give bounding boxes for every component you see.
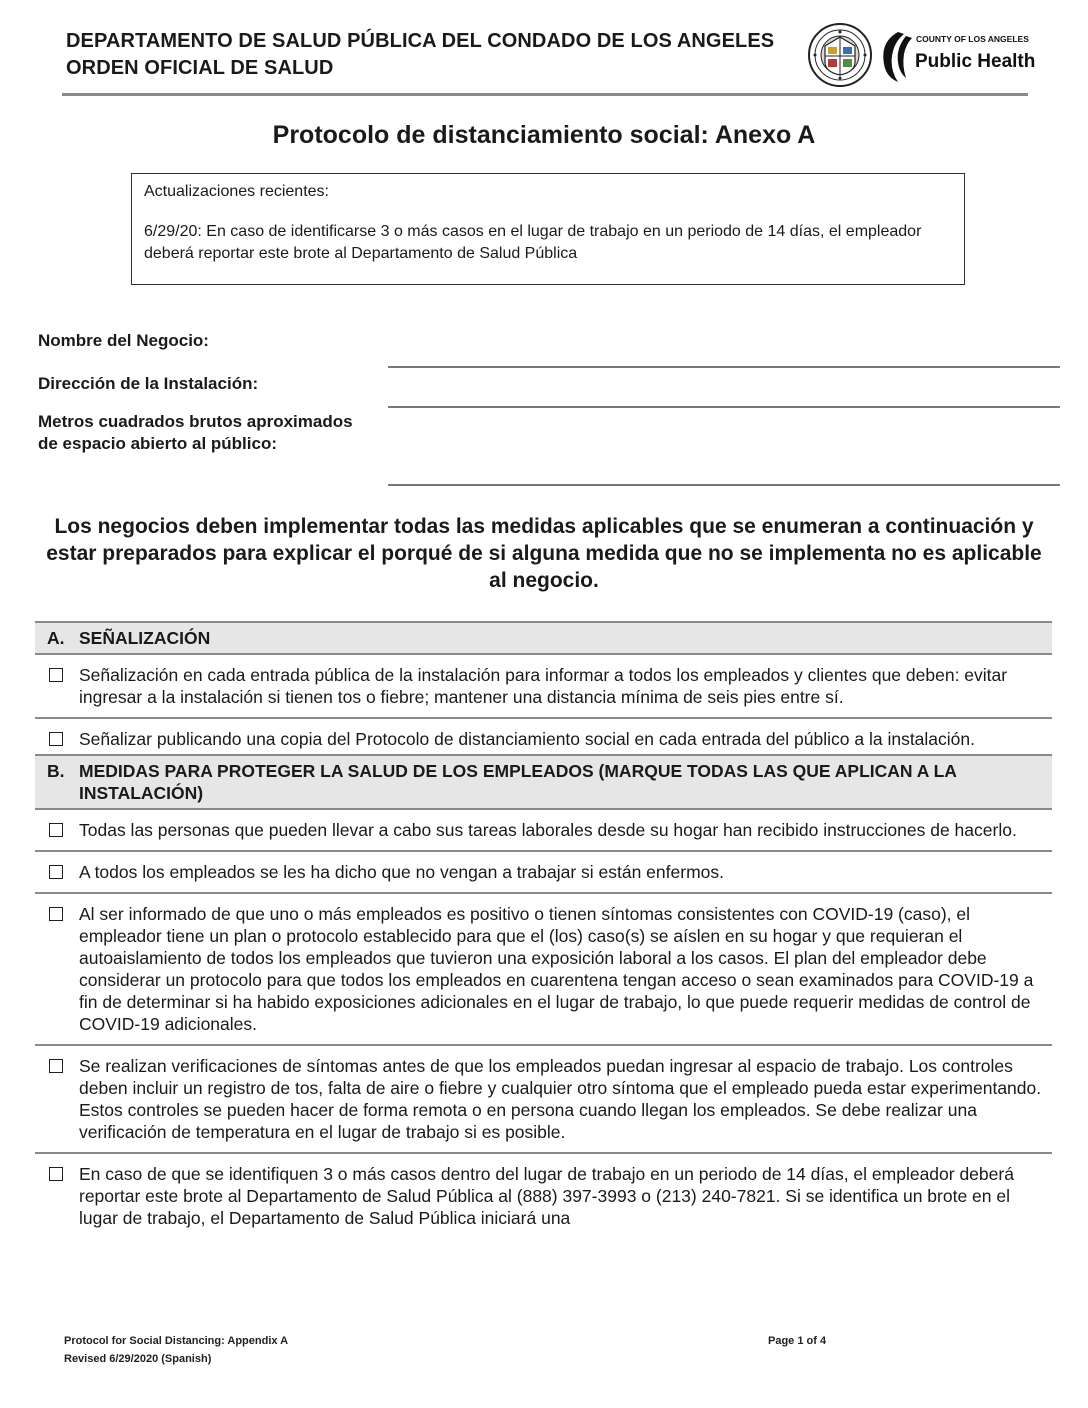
section-title: SEÑALIZACIÓN xyxy=(79,628,211,648)
header-title xyxy=(66,28,774,82)
checkbox[interactable] xyxy=(49,865,63,879)
section-header xyxy=(35,622,1052,654)
square-meters-field[interactable] xyxy=(388,484,1060,486)
checklist-item-text: Se realizan verificaciones de síntomas antes de que los empleados puedan ingresar al espacio de trabajo. Los controles deben incluir un registro de tos, falta de aire o fiebre y cualquier otro síntoma que el empleado pueda estar experimentando. Estos controles se pueden hacer de forma remota o en persona cuando llegan los empleados. Se debe realizar una verificación de temperatura en el lugar de trabajo si es posible. xyxy=(79,1056,1042,1142)
checklist-item xyxy=(35,718,1052,755)
checkbox[interactable] xyxy=(49,907,63,921)
business-name-label: Nombre del Negocio: xyxy=(38,331,209,350)
checklist-item-text: Al ser informado de que uno o más empleados es positivo o tienen síntomas consistentes con COVID-19 (caso), el empleador tiene un plan o protocolo establecido para que el (los) caso(s) se aíslen en su hogar y que requieran el autoaislamiento de todos los empleados que tuvieron una exposición laboral a los casos. El plan del empleador debe considerar un protocolo para que todos los empleados en cuarentena tengan acceso o sean examinados para COVID-19 a fin de determinar si ha habido exposiciones adicionales en el lugar de trabajo, lo que puede requerir medidas de control de COVID-19 adicionales. xyxy=(79,904,1034,1034)
checklist-item-text: Todas las personas que pueden llevar a cabo sus tareas laborales desde su hogar han recibido instrucciones de hacerlo. xyxy=(79,820,1017,840)
page-title: Protocolo de distanciamiento social: Anexo A xyxy=(272,121,816,149)
checklist-item xyxy=(35,893,1052,1045)
checklist-item-text: A todos los empleados se les ha dicho que no vengan a trabajar si están enfermos. xyxy=(79,862,724,882)
protocol-checklist xyxy=(35,621,1052,1238)
header-divider xyxy=(62,93,1028,96)
updates-heading: Actualizaciones recientes: xyxy=(144,183,329,200)
square-meters-label: Metros cuadrados brutos aproximados de espacio abierto al público: xyxy=(38,412,353,453)
checkbox[interactable] xyxy=(49,823,63,837)
intro-statement: Los negocios deben implementar todas las medidas aplicables que se enumeran a continuación y estar preparados para explicar el porqué de si alguna medida que no se implementa no es aplicable al negocio. xyxy=(46,515,1042,592)
footer-revision: Revised 6/29/2020 (Spanish) xyxy=(64,1353,212,1365)
business-name-field[interactable] xyxy=(388,366,1060,368)
checkbox[interactable] xyxy=(49,732,63,746)
checklist-item xyxy=(35,1153,1052,1238)
checkbox[interactable] xyxy=(49,668,63,682)
checkbox[interactable] xyxy=(49,1059,63,1073)
logo-org-main: Public Health xyxy=(915,51,1036,72)
recent-updates-box xyxy=(131,173,965,285)
section-header xyxy=(35,755,1052,809)
updates-entry: 6/29/20: En caso de identificarse 3 o más casos en el lugar de trabajo en un periodo de 14 días, el empleador deberá reportar este brote al Departamento de Salud Pública xyxy=(144,223,922,262)
checkbox[interactable] xyxy=(49,1167,63,1181)
logo-org-small: COUNTY OF LOS ANGELES xyxy=(916,34,1029,44)
checklist-item xyxy=(35,1045,1052,1153)
section-title: MEDIDAS PARA PROTEGER LA SALUD DE LOS EMPLEADOS (MARQUE TODAS LAS QUE APLICAN A LA INSTALACIÓN) xyxy=(79,761,957,803)
department-name: DEPARTAMENTO DE SALUD PÚBLICA DEL CONDADO DE LOS ANGELES xyxy=(66,30,775,52)
logos xyxy=(806,22,1036,88)
facility-address-label: Dirección de la Instalación: xyxy=(38,374,259,393)
order-name: ORDEN OFICIAL DE SALUD xyxy=(66,57,334,79)
section-letter: A. xyxy=(47,628,65,648)
county-seal-icon xyxy=(809,24,871,86)
checklist-item xyxy=(35,654,1052,718)
public-health-swoosh-icon xyxy=(883,32,912,82)
checklist-item xyxy=(35,851,1052,893)
footer-document-name: Protocol for Social Distancing: Appendix A xyxy=(64,1335,289,1347)
footer-page-number: Page 1 of 4 xyxy=(768,1335,827,1347)
section-letter: B. xyxy=(47,761,65,781)
facility-address-field[interactable] xyxy=(388,406,1060,408)
checklist-item-text: En caso de que se identifiquen 3 o más casos dentro del lugar de trabajo en un periodo de 14 días, el empleador deberá reportar este brote al Departamento de Salud Pública al (888) 397-3993 o (213) 240-7821. Si se identifica un brote en el lugar de trabajo, el Departamento de Salud Pública iniciará una xyxy=(79,1164,1014,1228)
checklist-item xyxy=(35,809,1052,851)
checklist-item-text: Señalizar publicando una copia del Protocolo de distanciamiento social en cada entrada del público a la instalación. xyxy=(79,729,976,749)
checklist-item-text: Señalización en cada entrada pública de la instalación para informar a todos los empleados y clientes que deben: evitar ingresar a la instalación si tienen tos o fiebre; mantener una distancia mínima de seis pies entre sí. xyxy=(79,665,1008,707)
